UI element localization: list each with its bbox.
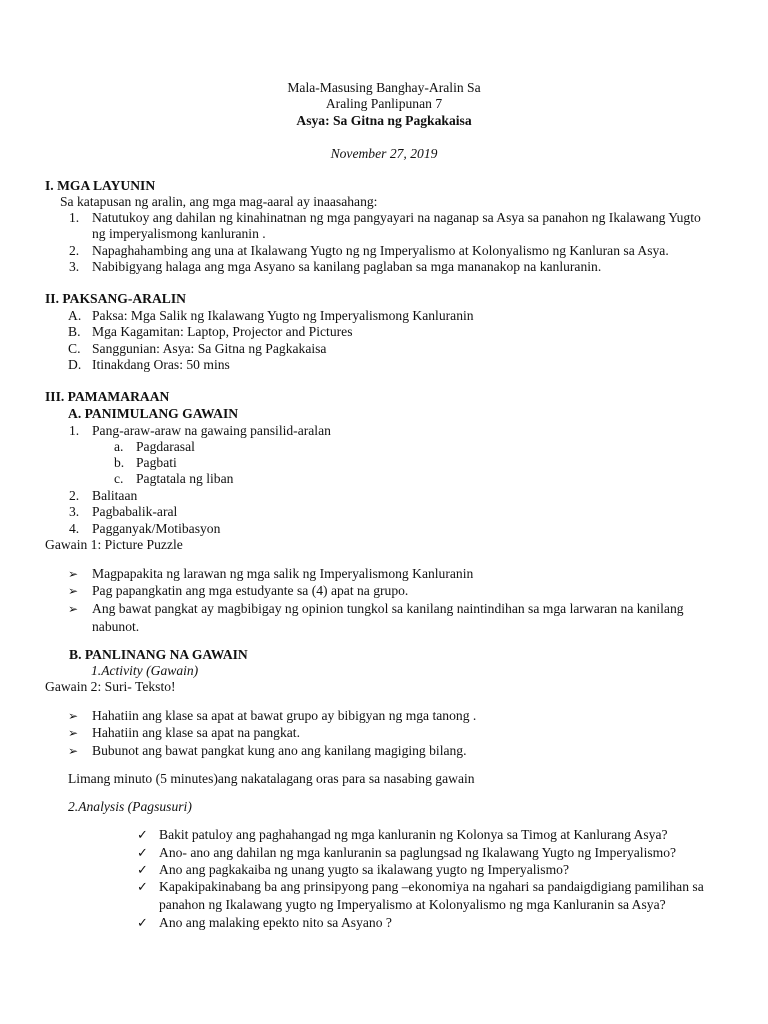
objective-2: Napaghahambing ang una at Ikalawang Yugto ng ng Imperyalismo at Kolonyalismo ng Kanluran sa Asya. [92, 243, 669, 258]
gawain-1-step-continued: nabunot. [92, 619, 140, 634]
list-number: 2. [69, 488, 80, 503]
subsection-a-heading: A. PANIMULANG GAWAIN [68, 406, 239, 421]
section-2-heading: II. PAKSANG-ARALIN [45, 291, 186, 306]
doc-header-line2: Araling Panlipunan 7 [325, 96, 443, 111]
objective-3: Nabibigyang halaga ang mga Asyano sa kanilang paglaban sa mga mananakop na kanluranin. [92, 259, 602, 274]
arrow-bullet-icon: ➢ [68, 602, 79, 616]
list-letter: B. [68, 324, 81, 339]
checkmark-icon: ✓ [137, 879, 148, 894]
list-number: 3. [69, 259, 80, 274]
analysis-question-continued: panahon ng Ikalawang yugto ng Imperyalismo at Kolonyalismo ng mga Kanluranin sa Asya? [159, 897, 666, 912]
topic-reference: Sanggunian: Asya: Sa Gitna ng Pagkakaisa [92, 341, 327, 356]
list-number: 1. [69, 423, 80, 438]
list-letter: D. [68, 357, 82, 372]
analysis-question: Ano ang pagkakaiba ng unang yugto sa ikalawang yugto ng Imperyalismo? [159, 862, 569, 877]
gawain-2-label: Gawain 2: Suri- Teksto! [45, 679, 176, 694]
routine-item: Pagbabalik-aral [92, 504, 178, 519]
gawain-2-step: Hahatiin ang klase sa apat na pangkat. [92, 725, 300, 740]
arrow-bullet-icon: ➢ [68, 744, 79, 758]
activity-label: 1.Activity (Gawain) [91, 663, 199, 678]
list-letter: b. [114, 455, 125, 470]
analysis-question: Ano ang malaking epekto nito sa Asyano ? [159, 915, 392, 930]
objective-1-continued: ng imperyalismong kanluranin . [92, 226, 266, 241]
time-note: Limang minuto (5 minutes)ang nakatalagang oras para sa nasabing gawain [68, 771, 475, 786]
routine-item: Pang-araw-araw na gawaing pansilid-aralan [92, 423, 331, 438]
objective-1: Natutukoy ang dahilan ng kinahinatnan ng mga pangyayari na naganap sa Asya sa panahon ng Ikalawang Yugto [92, 210, 701, 225]
routine-subitem: Pagdarasal [136, 439, 195, 454]
gawain-2-step: Hahatiin ang klase sa apat at bawat grupo ay bibigyan ng mga tanong . [92, 708, 477, 723]
doc-title: Asya: Sa Gitna ng Pagkakaisa [296, 113, 472, 128]
routine-item: Balitaan [92, 488, 138, 503]
doc-header-line1: Mala-Masusing Banghay-Aralin Sa [287, 80, 481, 95]
checkmark-icon: ✓ [137, 827, 148, 842]
checkmark-icon: ✓ [137, 845, 148, 860]
subsection-b-heading: B. PANLINANG NA GAWAIN [69, 647, 248, 662]
list-letter: c. [114, 471, 124, 486]
analysis-question: Ano- ano ang dahilan ng mga kanluranin sa paglungsad ng Ikalawang Yugto ng Imperyalismo? [159, 845, 677, 860]
arrow-bullet-icon: ➢ [68, 709, 79, 723]
arrow-bullet-icon: ➢ [68, 584, 79, 598]
topic-time: Itinakdang Oras: 50 mins [92, 357, 230, 372]
gawain-1-step: Ang bawat pangkat ay magbibigay ng opinion tungkol sa kanilang naintindihan sa mga larwaran na kanilang [92, 601, 684, 616]
routine-item: Pagganyak/Motibasyon [92, 521, 221, 536]
arrow-bullet-icon: ➢ [68, 567, 79, 581]
section-1-intro: Sa katapusan ng aralin, ang mga mag-aaral ay inaasahang: [60, 194, 378, 209]
section-1-heading: I. MGA LAYUNIN [45, 178, 156, 193]
gawain-1-step: Pag papangkatin ang mga estudyante sa (4) apat na grupo. [92, 583, 409, 598]
checkmark-icon: ✓ [137, 915, 148, 930]
analysis-question: Bakit patuloy ang paghahangad ng mga kanluranin ng Kolonya sa Timog at Kanlurang Asya? [159, 827, 668, 842]
section-3-heading: III. PAMAMARAAN [45, 389, 170, 404]
analysis-question: Kapakipakinabang ba ang prinsipyong pang –ekonomiya na ngahari sa pandaigdigiang pamilihan sa [159, 879, 704, 894]
list-number: 4. [69, 521, 80, 536]
topic-materials: Mga Kagamitan: Laptop, Projector and Pictures [92, 324, 353, 339]
list-letter: A. [68, 308, 82, 323]
topic-subject: Paksa: Mga Salik ng Ikalawang Yugto ng Imperyalismong Kanluranin [92, 308, 474, 323]
checkmark-icon: ✓ [137, 862, 148, 877]
list-number: 1. [69, 210, 80, 225]
doc-date: November 27, 2019 [330, 146, 438, 161]
arrow-bullet-icon: ➢ [68, 726, 79, 740]
gawain-2-step: Bubunot ang bawat pangkat kung ano ang kanilang magiging bilang. [92, 743, 467, 758]
list-letter: a. [114, 439, 124, 454]
routine-subitem: Pagbati [136, 455, 177, 470]
list-number: 3. [69, 504, 80, 519]
list-number: 2. [69, 243, 80, 258]
gawain-1-step: Magpapakita ng larawan ng mga salik ng Imperyalismong Kanluranin [92, 566, 474, 581]
list-letter: C. [68, 341, 81, 356]
routine-subitem: Pagtatala ng liban [136, 471, 234, 486]
gawain-1-label: Gawain 1: Picture Puzzle [45, 537, 183, 552]
analysis-label: 2.Analysis (Pagsusuri) [68, 799, 192, 814]
